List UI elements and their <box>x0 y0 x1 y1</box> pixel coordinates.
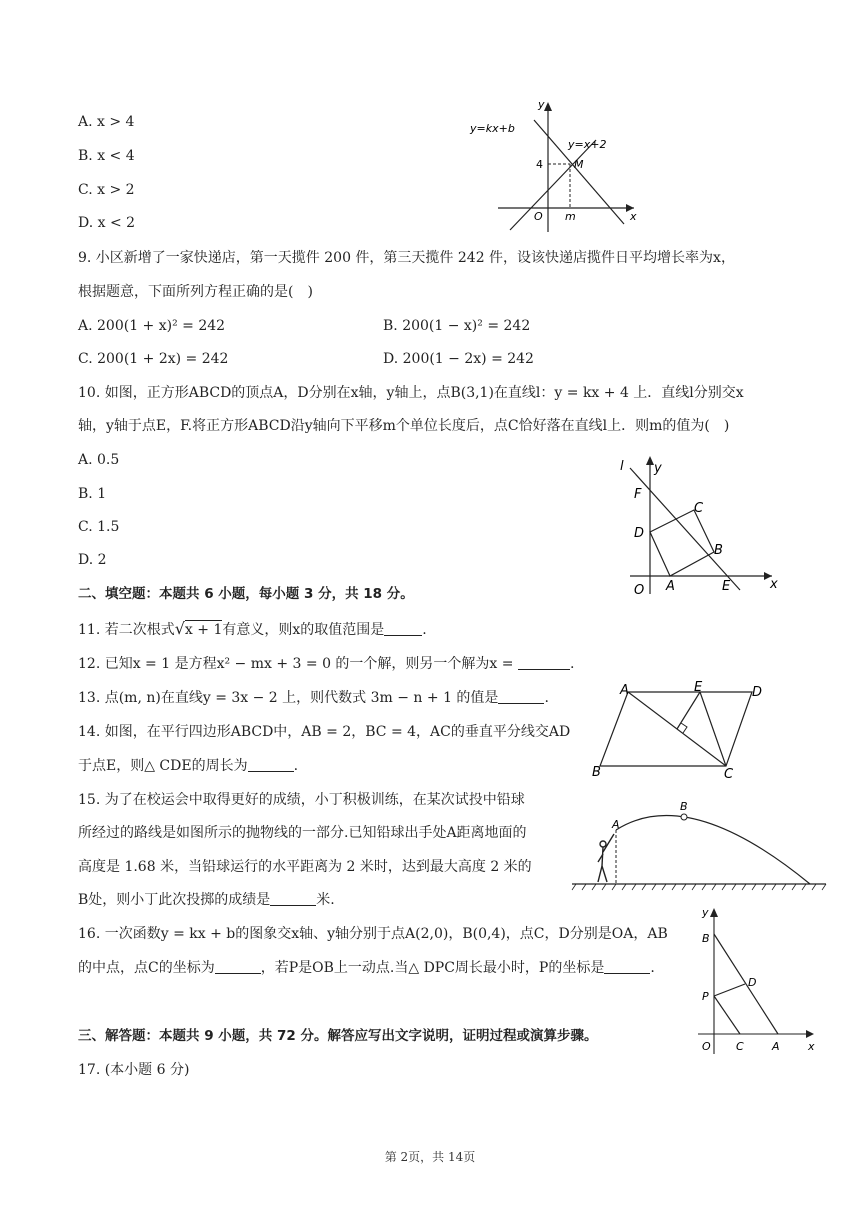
q11-text: 11. 若二次根式√x + 1有意义，则x的取值范围是 . <box>78 619 427 638</box>
svg-text:A: A <box>772 1040 780 1053</box>
svg-text:O: O <box>634 583 645 598</box>
svg-text:E: E <box>694 680 703 695</box>
q10-stem-line1: 10. 如图，正方形ABCD的顶点A，D分别在x轴，y轴上，点B(3,1)在直线l：y = kx + 4 上．直线l分别交x <box>78 385 744 401</box>
q8-graph-figure <box>468 96 648 236</box>
svg-text:C: C <box>694 501 704 516</box>
q14-parallelogram-figure <box>588 680 778 780</box>
q9-option-b: B. 200(1 − x)² = 242 <box>383 318 531 334</box>
svg-text:A: A <box>620 683 629 698</box>
svg-text:B: B <box>714 543 723 558</box>
q12-text: 12. 已知x = 1 是方程x² − mx + 3 = 0 的一个解，则另一个解为x = . <box>78 656 575 672</box>
svg-text:x: x <box>770 577 778 592</box>
athlete-icon <box>598 834 614 882</box>
svg-text:C: C <box>724 767 734 780</box>
q8-option-a: A. x > 4 <box>78 114 135 130</box>
q10-option-d: D. 2 <box>78 552 107 568</box>
svg-text:C: C <box>736 1040 744 1053</box>
q10-square-figure <box>612 452 788 600</box>
sqrt-symbol: √ <box>174 619 185 638</box>
q17-heading: 17. (本小题 6 分) <box>78 1062 190 1078</box>
q9-stem-line1: 9. 小区新增了一家快递店，第一天揽件 200 件，第三天揽件 242 件，设该快递店揽件日平均增长率为x， <box>78 250 735 266</box>
svg-text:B: B <box>702 932 710 945</box>
q10-stem-line2: 轴，y轴于点E，F.将正方形ABCD沿y轴向下平移m个单位长度后，点C恰好落在直线l上．则m的值为( ) <box>78 418 730 434</box>
svg-text:y: y <box>654 461 662 476</box>
q10-option-c: C. 1.5 <box>78 519 120 535</box>
svg-text:D: D <box>752 685 763 700</box>
svg-text:l: l <box>620 459 624 474</box>
svg-text:A: A <box>666 579 675 594</box>
svg-text:B: B <box>680 800 688 813</box>
svg-text:O: O <box>702 1040 711 1053</box>
svg-text:y: y <box>702 906 709 919</box>
svg-text:E: E <box>722 579 731 594</box>
svg-text:F: F <box>634 487 642 502</box>
q14-line1: 14. 如图，在平行四边形ABCD中，AB = 2，BC = 4，AC的垂直平分线交AD <box>78 724 571 740</box>
q8-option-d: D. x < 2 <box>78 215 136 231</box>
q10-option-a: A. 0.5 <box>78 452 120 468</box>
svg-text:D: D <box>748 976 757 989</box>
q15-line2: 所经过的路线是如图所示的抛物线的一部分.已知铅球出手处A距离地面的 <box>78 825 527 841</box>
svg-text:x: x <box>630 210 637 223</box>
q15-line1: 15. 为了在校运会中取得更好的成绩，小丁积极训练，在某次试投中铅球 <box>78 792 525 808</box>
q9-option-c: C. 200(1 + 2x) = 242 <box>78 351 229 367</box>
q8-label-kxb: y=kx+b <box>470 122 515 135</box>
q16-line2: 的中点，点C的坐标为 ，若P是OB上一动点.当△ DPC周长最小时，P的坐标是 . <box>78 960 655 976</box>
section2-heading: 二、填空题：本题共 6 小题，每小题 3 分，共 18 分。 <box>78 586 414 602</box>
q9-option-d: D. 200(1 − 2x) = 242 <box>383 351 534 367</box>
q16-graph-figure <box>694 904 824 1064</box>
svg-text:M: M <box>574 158 584 171</box>
svg-text:D: D <box>634 526 645 541</box>
svg-text:O: O <box>534 210 543 223</box>
section3-heading: 三、解答题：本题共 9 小题，共 72 分。解答应写出文字说明，证明过程或演算步骤。 <box>78 1028 598 1044</box>
q13-text: 13. 点(m, n)在直线y = 3x − 2 上，则代数式 3m − n + 1 的值是 . <box>78 690 549 706</box>
svg-text:4: 4 <box>536 158 543 171</box>
q10-option-b: B. 1 <box>78 486 107 502</box>
q8-option-b: B. x < 4 <box>78 148 135 164</box>
q15-line4: B处，则小丁此次投掷的成绩是 米. <box>78 892 335 908</box>
q9-stem-line2: 根据题意，下面所列方程正确的是( ) <box>78 284 313 300</box>
q16-line1: 16. 一次函数y = kx + b的图象交x轴、y轴分别于点A(2,0)，B(0,4)，点C，D分别是OA，AB <box>78 926 668 942</box>
q14-line2: 于点E，则△ CDE的周长为 . <box>78 758 299 774</box>
svg-text:y: y <box>538 98 545 111</box>
q9-option-a: A. 200(1 + x)² = 242 <box>78 318 226 334</box>
svg-text:m: m <box>565 210 576 223</box>
q8-label-x2: y=x+2 <box>568 138 607 151</box>
q8-option-c: C. x > 2 <box>78 182 135 198</box>
svg-text:P: P <box>702 990 709 1003</box>
q15-shotput-figure <box>570 800 830 892</box>
svg-text:A: A <box>612 818 620 831</box>
page-footer: 第 2页，共 14页 <box>384 1150 476 1164</box>
svg-text:B: B <box>592 765 601 780</box>
svg-text:x: x <box>808 1040 815 1053</box>
q15-line3: 高度是 1.68 米，当铅球运行的水平距离为 2 米时，达到最大高度 2 米的 <box>78 859 532 875</box>
